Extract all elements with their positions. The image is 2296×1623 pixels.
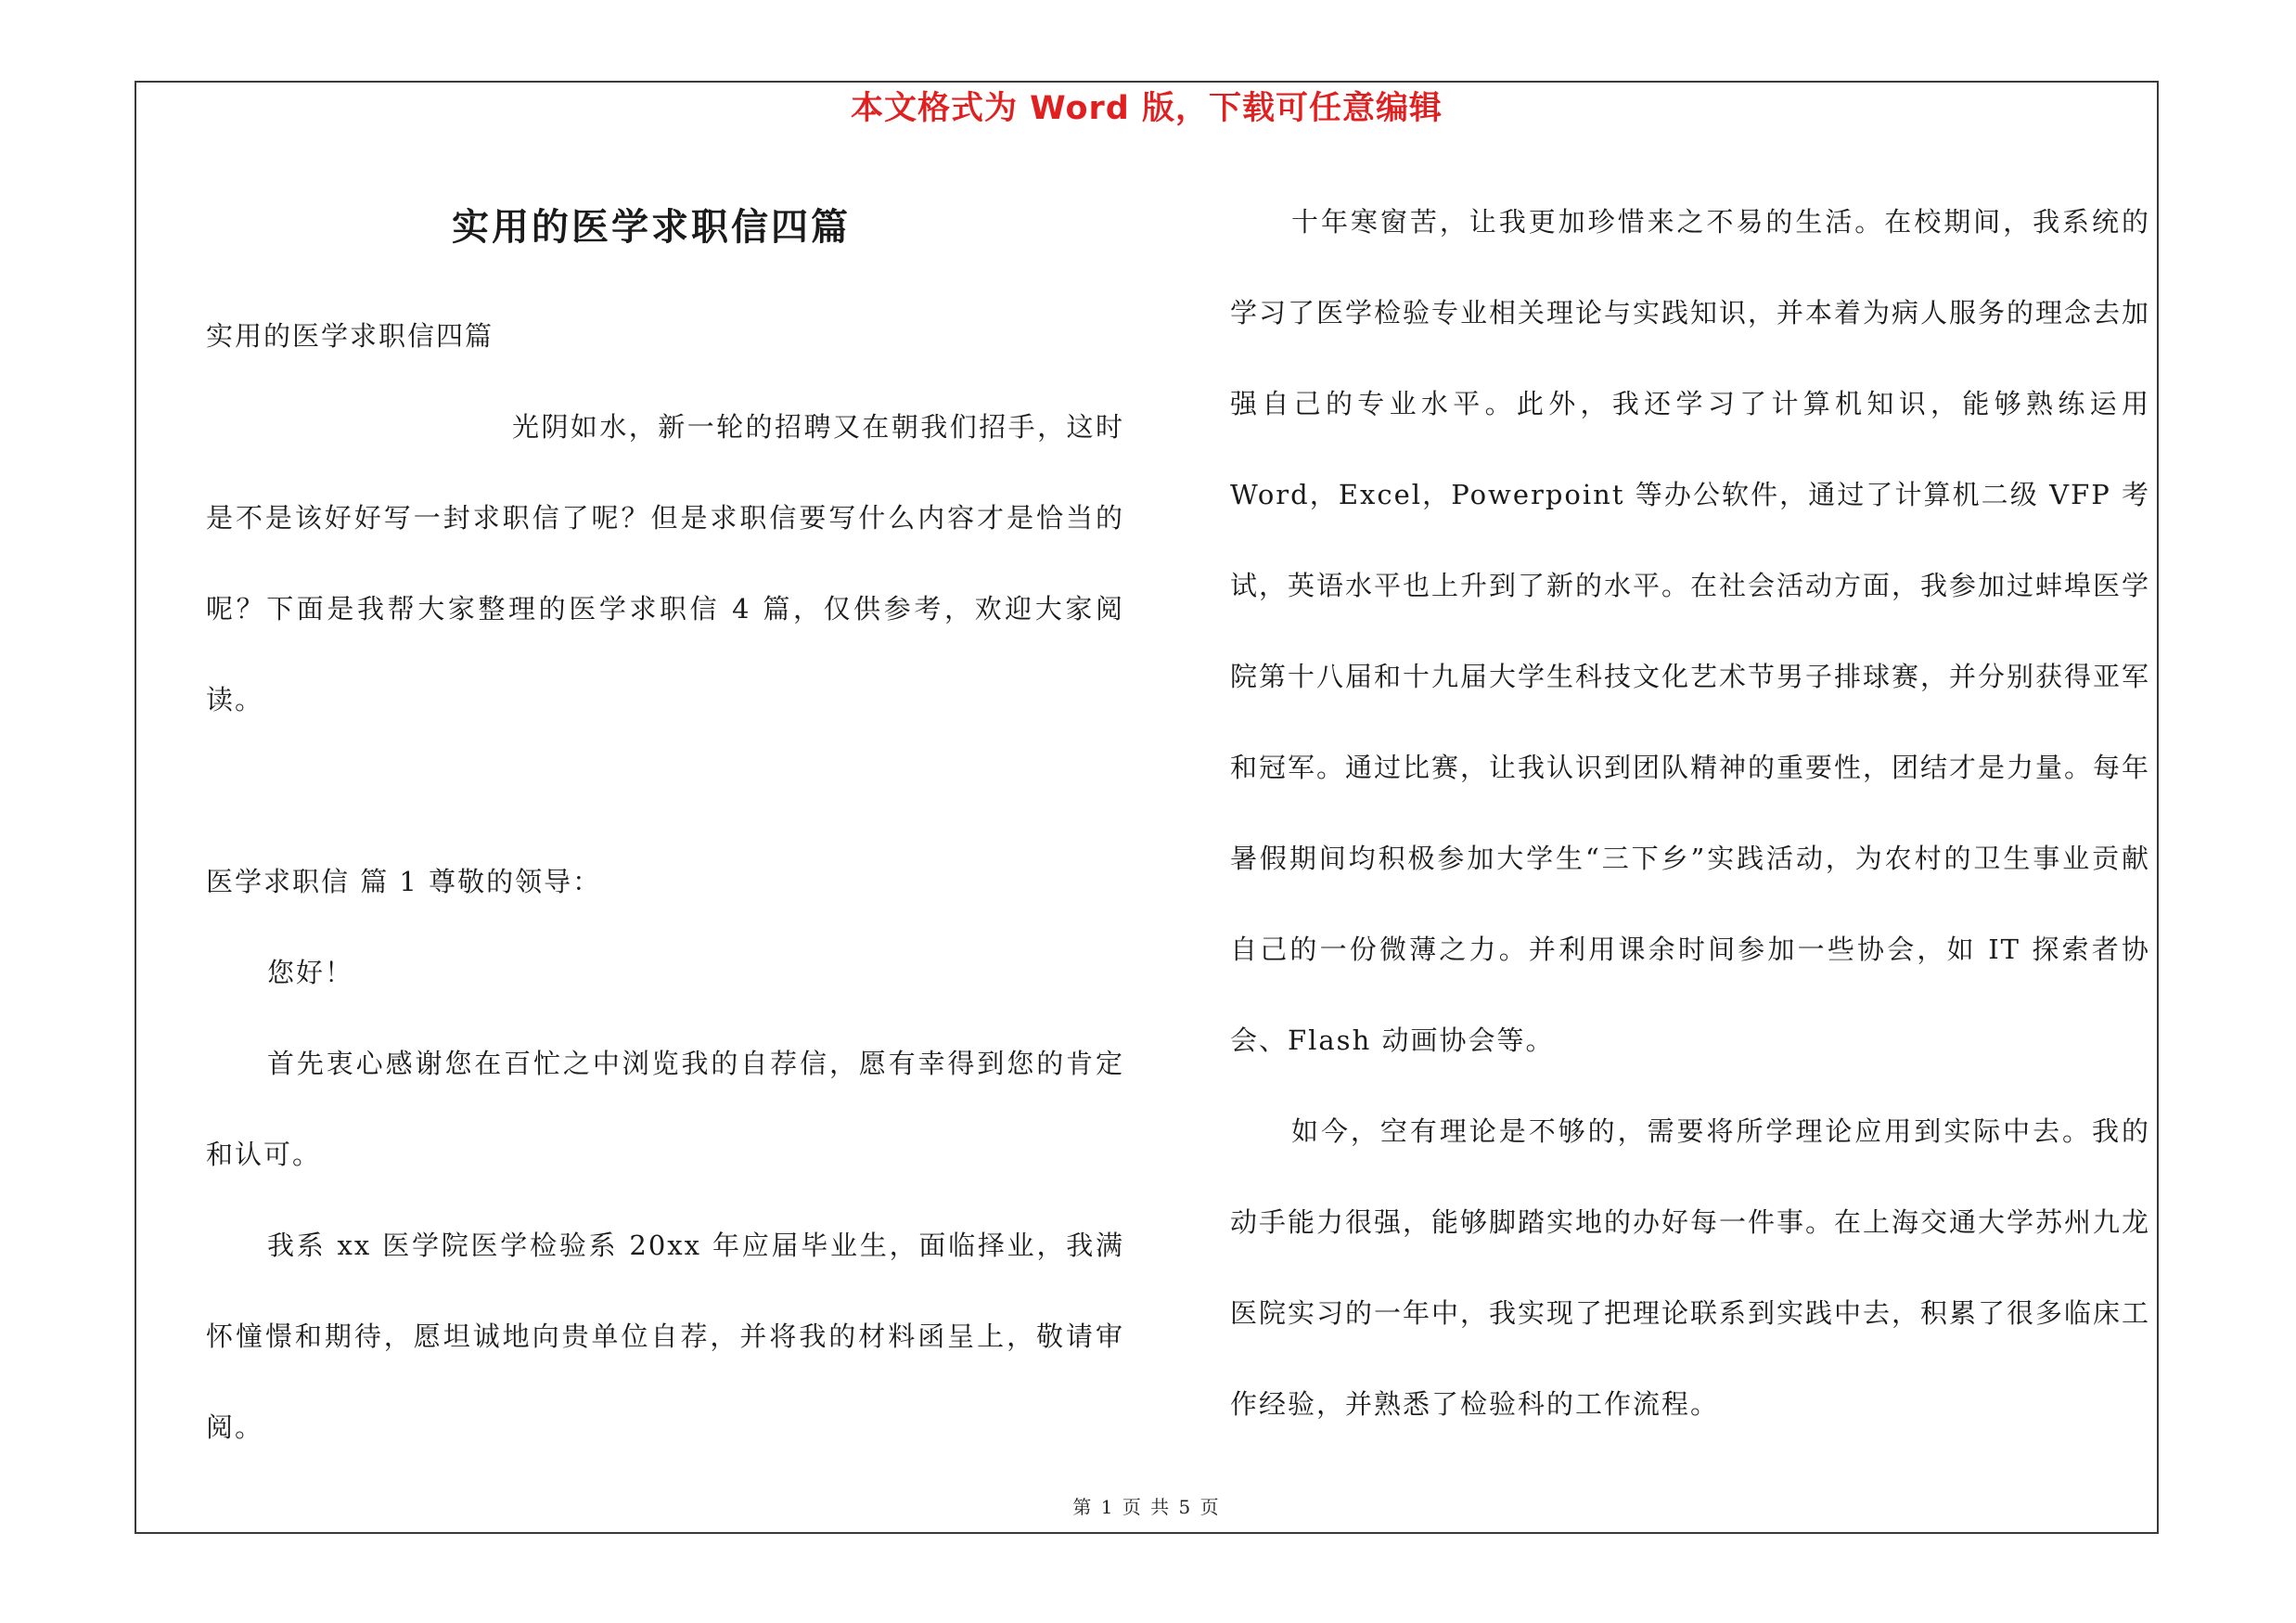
- page-footer: 第 1 页 共 5 页: [1072, 1496, 1221, 1518]
- paragraph-gap: [206, 745, 1124, 836]
- left-column: [206, 176, 1124, 1473]
- letter-paragraph-4: 如今，空有理论是不够的，需要将所学理论应用到实际中去。我的动手能力很强，能够脚踏实地的办好每一件事。在上海交通大学苏州九龙医院实习的一年中，我实现了把理论联系到实践中去，积累了很多临床工作经验，并熟悉了检验科的工作流程。: [1230, 1115, 2151, 1420]
- section-heading: 医学求职信 篇 1 尊敬的领导：: [206, 866, 602, 897]
- document-title: 实用的医学求职信四篇: [452, 206, 851, 249]
- letter-paragraph-2: 我系 xx 医学院医学检验系 20xx 年应届毕业生，面临择业，我满怀憧憬和期待，愿坦诚地向贵单位自荐，并将我的材料函呈上，敬请审阅。: [206, 1230, 1124, 1443]
- intro-paragraph: 光阴如水，新一轮的招聘又在朝我们招手，这时是不是该好好写一封求职信了呢？但是求职信要写什么内容才是恰当的呢？下面是我帮大家整理的医学求职信 4 篇，仅供参考，欢迎大家阅读。: [206, 411, 1124, 715]
- right-column: [1230, 176, 2150, 1449]
- editable-banner: 本文格式为 Word 版，下载可任意编辑: [850, 90, 1443, 127]
- subtitle-line: 实用的医学求职信四篇: [206, 320, 494, 352]
- greeting-line: 您好！: [267, 957, 354, 988]
- letter-paragraph-3: 十年寒窗苦，让我更加珍惜来之不易的生活。在校期间，我系统的学习了医学检验专业相关理论与实践知识，并本着为病人服务的理念去加强自己的专业水平。此外，我还学习了计算机知识，能够熟练运用 Word，Excel，Powerpoint 等办公软件，通过了计算机二级 VFP 考试，英语水平也上升到了新的水平。在社会活动方面，我参加过蚌埠医学院第十八届和十九届大学生科技文化艺术节男子排球赛，并分别获得亚军和冠军。通过比赛，让我认识到团队精神的重要性，团结才是力量。每年暑假期间均积极参加大学生“三下乡”实践活动，为农村的卫生事业贡献自己的一份微薄之力。并利用课余时间参加一些协会，如 IT 探索者协会、Flash 动画协会等。: [1230, 206, 2151, 1056]
- letter-paragraph-1: 首先衷心感谢您在百忙之中浏览我的自荐信，愿有幸得到您的肯定和认可。: [206, 1048, 1124, 1170]
